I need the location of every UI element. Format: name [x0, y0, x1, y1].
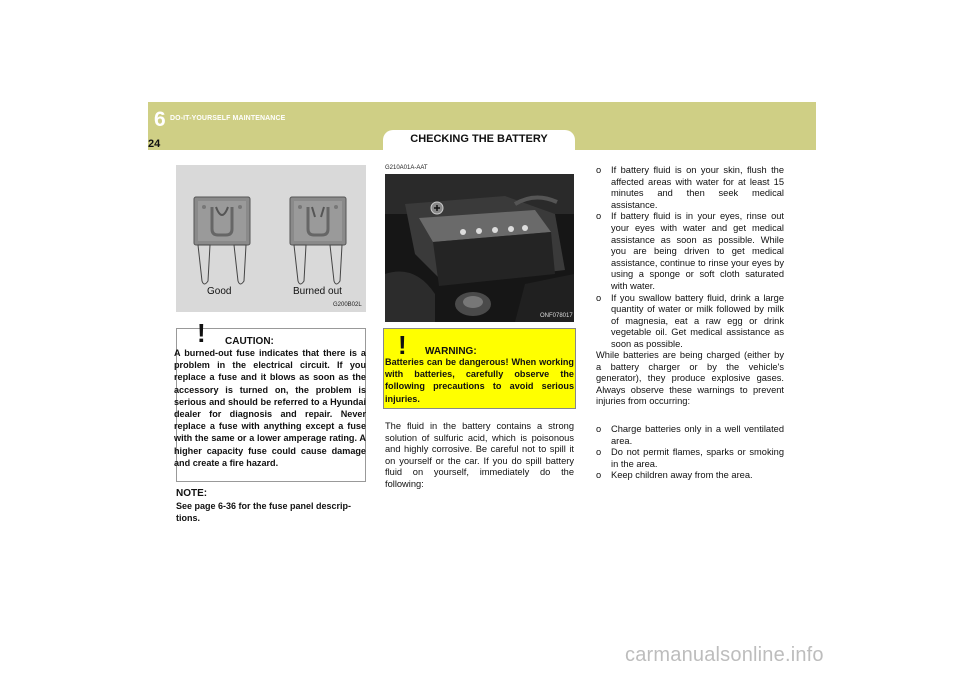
- watermark: carmanualsonline.info: [625, 644, 824, 666]
- burned-fuse-label: Burned out: [293, 286, 342, 297]
- caution-text: A burned-out fuse indicates that there is a problem in the electrical circuit. If you replace a fuse and it blows as soon as the accessory is turned on, the problem is serious and should be referred to a Hyundai dealer for diagnosis and repair. Never replace a fuse with anything except a fuse with the same or a lower amperage rating. A higher capacity fuse could cause damage and create a fire hazard.: [174, 348, 366, 468]
- battery-drawing: [385, 174, 574, 322]
- battery-photo-code: ONF078017: [540, 313, 573, 319]
- list-item: o Keep children away from the area.: [596, 470, 753, 481]
- list-item: o If battery fluid is in your eyes, rinse out your eyes with water and get medical assistance as soon as possible. While you are being driven to get medical assistance, continue to rinse your eyes by using a sponge or soft cloth saturated with water.: [596, 211, 784, 291]
- note-heading: NOTE:: [176, 488, 208, 499]
- good-fuse-label: Good: [207, 286, 232, 297]
- first-aid-list: [596, 165, 784, 351]
- list-item: o Charge batteries only in a well ventilated area.: [596, 424, 784, 446]
- list-item: o If battery fluid is on your skin, flush the affected areas with water for at least 15 minutes and then seek medical assistance.: [596, 165, 784, 210]
- section-title: CHECKING THE BATTERY: [410, 133, 548, 145]
- battery-section-code: G210A01A-AAT: [385, 165, 428, 171]
- caution-heading: CAUTION:: [225, 336, 274, 347]
- charging-list: [596, 424, 784, 482]
- page-number: 24: [148, 138, 161, 150]
- fuse-figure-code: G200B02L: [333, 302, 362, 308]
- warning-text: Batteries can be dangerous! When working with batteries, carefully observe the following precautions to avoid serious injuries.: [385, 357, 574, 404]
- charging-paragraph: While batteries are being charged (either by a battery charger or by the vehicle's generator), they produce explosive gases. Always observe these warnings to prevent injuries from occurring:: [596, 350, 784, 407]
- caution-exclamation-icon: !: [197, 318, 206, 348]
- note-text: See page 6-36 for the fuse panel descrip-tions.: [176, 501, 352, 523]
- list-item: o If you swallow battery fluid, drink a large quantity of water or milk followed by milk of magnesia, eat a raw egg or drink vegetable oil. Get medical assistance as soon as possible.: [596, 292, 784, 349]
- good-fuse-icon: [194, 197, 250, 284]
- battery-fluid-intro: The fluid in the battery contains a strong solution of sulfuric acid, which is poisonous and highly corrosive. Be careful not to spill it on yourself or the car. If you do spill battery fluid on yourself, immediately do the following:: [385, 421, 574, 489]
- list-item: o Do not permit flames, sparks or smoking in the area.: [596, 447, 784, 469]
- battery-photo: [385, 174, 574, 322]
- burned-fuse-icon: [290, 197, 346, 284]
- chapter-title: DO-IT-YOURSELF MAINTENANCE: [170, 115, 286, 122]
- chapter-number: 6: [154, 108, 166, 131]
- warning-exclamation-icon: !: [398, 330, 407, 360]
- warning-heading: WARNING:: [425, 346, 477, 357]
